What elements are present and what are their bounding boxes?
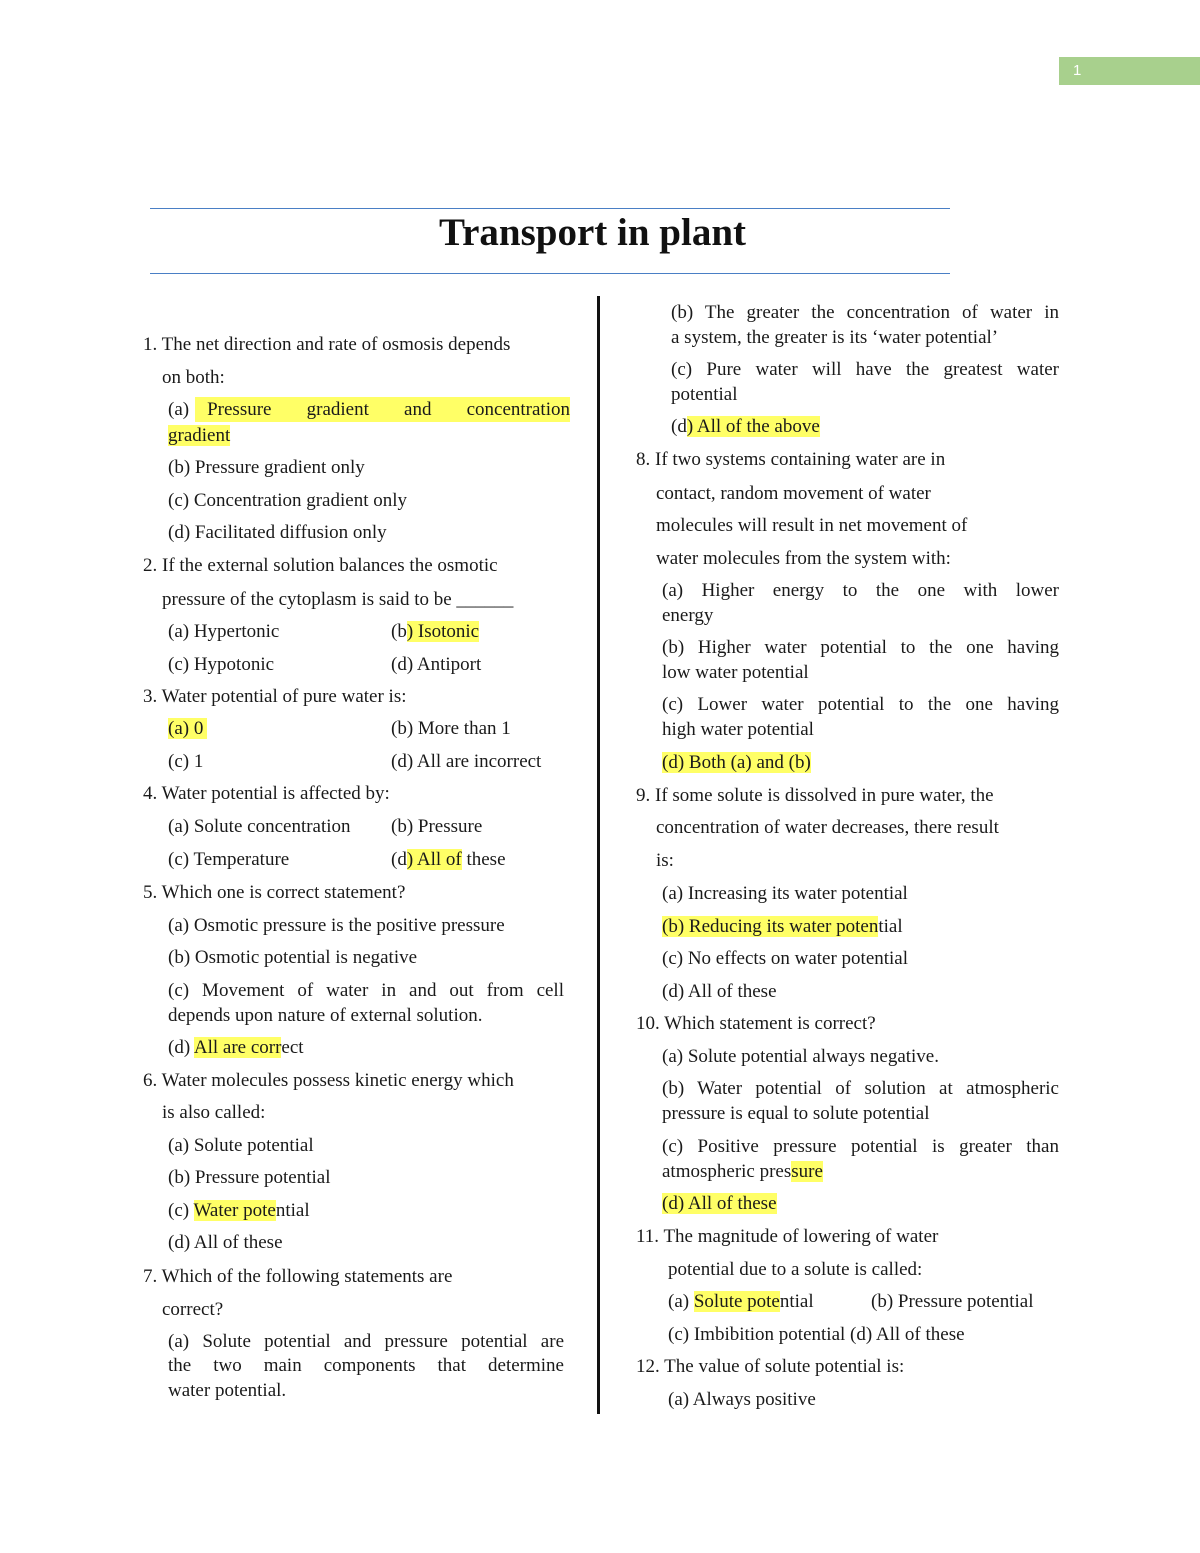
option-5d <box>168 1035 304 1060</box>
question-11-text: 11. The magnitude of lowering of water <box>636 1226 939 1247</box>
question-12-text: 12. The value of solute potential is: <box>636 1356 905 1377</box>
option-7a-cont2: water potential. <box>168 1380 287 1401</box>
option-6c <box>168 1198 310 1223</box>
option-5c: (c) Movement of water in and out from cell <box>168 980 564 1001</box>
answer-highlight-11a: Solute pote <box>693 1291 780 1312</box>
option-4b: (b) Pressure <box>391 816 483 837</box>
option-7a-cont: the two main components that determine <box>168 1355 564 1376</box>
question-8-text-cont3: water molecules from the system with: <box>656 548 951 569</box>
question-8-text-cont: contact, random movement of water <box>656 483 931 504</box>
option-11b: (b) Pressure potential <box>871 1291 1034 1312</box>
question-8-text: 8. If two systems containing water are in <box>636 449 946 470</box>
option-9a: (a) Increasing its water potential <box>662 883 908 904</box>
option-6d: (d) All of these <box>168 1232 283 1253</box>
question-10-text: 10. Which statement is correct? <box>636 1013 876 1034</box>
option-7c: (c) Pure water will have the greatest water <box>671 359 1059 380</box>
question-1-text-cont: on both: <box>162 367 225 388</box>
option-6b: (b) Pressure potential <box>168 1167 331 1188</box>
answer-highlight-1a-cont: gradient <box>168 425 231 446</box>
option-8c: (c) Lower water potential to the one having <box>662 694 1059 715</box>
option-6a: (a) Solute potential <box>168 1135 314 1156</box>
option-4a: (a) Solute concentration <box>168 816 351 837</box>
option-7b-cont: a system, the greater is its ‘water potential’ <box>671 327 999 348</box>
answer-highlight-3a: (a) 0 <box>168 718 207 739</box>
option-2d: (d) Antiport <box>391 654 482 675</box>
option-1b: (b) Pressure gradient only <box>168 457 365 478</box>
question-5-text: 5. Which one is correct statement? <box>143 882 406 903</box>
option-10c-cont-text: atmospheric pres <box>662 1161 792 1182</box>
option-8a-cont: energy <box>662 605 714 626</box>
option-4d-label: (d <box>391 849 407 870</box>
option-11cd: (c) Imbibition potential (d) All of these <box>668 1324 965 1345</box>
option-5c-cont: depends upon nature of external solution. <box>168 1005 483 1026</box>
option-2b-label: (b <box>391 621 407 642</box>
option-4d-tail: these <box>461 849 506 870</box>
option-8a: (a) Higher energy to the one with lower <box>662 580 1059 601</box>
option-10c: (c) Positive pressure potential is greater than <box>662 1136 1059 1157</box>
option-8d <box>662 750 811 775</box>
option-11a-tail: ntial <box>779 1291 814 1312</box>
question-1-text: 1. The net direction and rate of osmosis depends <box>143 334 511 355</box>
answer-highlight-7d: ) All of the above <box>686 416 820 437</box>
answer-highlight-5d: All are corr <box>193 1037 282 1058</box>
option-7d <box>671 414 820 439</box>
option-8b-cont: low water potential <box>662 662 809 683</box>
question-2-text-cont: pressure of the cytoplasm is said to be ______ <box>162 589 514 610</box>
question-2-text: 2. If the external solution balances the osmotic <box>143 555 498 576</box>
question-7-text: 7. Which of the following statements are <box>143 1266 453 1287</box>
option-5d-label: (d) <box>168 1037 194 1058</box>
question-6-text: 6. Water molecules possess kinetic energy which <box>143 1070 514 1091</box>
answer-highlight-1a: Pressure gradient and concentration <box>195 397 570 422</box>
option-9c: (c) No effects on water potential <box>662 948 909 969</box>
question-9-text: 9. If some solute is dissolved in pure water, the <box>636 785 994 806</box>
question-9-text-cont2: is: <box>656 850 674 871</box>
option-7b: (b) The greater the concentration of water in <box>671 302 1059 323</box>
question-11-text-cont: potential due to a solute is called: <box>668 1259 923 1280</box>
title-bottom-rule <box>150 273 950 274</box>
answer-highlight-8d: (d) Both (a) and (b) <box>662 752 811 773</box>
question-3-text: 3. Water potential of pure water is: <box>143 686 407 707</box>
option-4d <box>391 847 506 872</box>
option-8b: (b) Higher water potential to the one having <box>662 637 1059 658</box>
option-3b: (b) More than 1 <box>391 718 511 739</box>
option-9b-tail: tial <box>878 916 903 937</box>
answer-highlight-4d: ) All of <box>406 849 462 870</box>
option-8c-cont: high water potential <box>662 719 814 740</box>
option-7d-label: (d <box>671 416 687 437</box>
question-9-text-cont: concentration of water decreases, there result <box>656 817 999 838</box>
option-1a <box>168 397 570 422</box>
option-5a: (a) Osmotic pressure is the positive pressure <box>168 915 505 936</box>
answer-highlight-6c: Water pote <box>193 1200 276 1221</box>
answer-highlight-2b: ) Isotonic <box>406 621 480 642</box>
option-9d: (d) All of these <box>662 981 777 1002</box>
question-7-text-cont: correct? <box>162 1299 224 1320</box>
option-9b <box>662 914 903 939</box>
option-1d: (d) Facilitated diffusion only <box>168 522 387 543</box>
option-6c-label: (c) <box>168 1200 194 1221</box>
option-3a <box>168 716 207 741</box>
option-1a-label: (a) <box>168 399 190 420</box>
option-11a-label: (a) <box>668 1291 694 1312</box>
option-7c-cont: potential <box>671 384 738 405</box>
option-10b-cont: pressure is equal to solute potential <box>662 1103 930 1124</box>
option-12a: (a) Always positive <box>668 1389 816 1410</box>
option-1a-cont <box>168 423 230 448</box>
option-5b: (b) Osmotic potential is negative <box>168 947 418 968</box>
option-10c-cont <box>662 1159 823 1184</box>
option-11a <box>668 1289 814 1314</box>
option-1c: (c) Concentration gradient only <box>168 490 408 511</box>
question-4-text: 4. Water potential is affected by: <box>143 783 390 804</box>
column-divider <box>597 296 600 1414</box>
option-3c: (c) 1 <box>168 751 204 772</box>
option-10d <box>662 1191 777 1216</box>
option-5d-tail: ect <box>281 1037 304 1058</box>
page-number: 1 <box>1073 62 1082 79</box>
option-3d: (d) All are incorrect <box>391 751 542 772</box>
title-top-rule <box>150 208 950 209</box>
option-7a: (a) Solute potential and pressure potential are <box>168 1331 564 1352</box>
option-10a: (a) Solute potential always negative. <box>662 1046 939 1067</box>
page-number-badge <box>1059 57 1200 85</box>
answer-highlight-10c: sure <box>791 1161 823 1182</box>
page-title: Transport in plant <box>438 211 746 254</box>
option-2c: (c) Hypotonic <box>168 654 275 675</box>
option-6c-tail: ntial <box>275 1200 310 1221</box>
question-8-text-cont2: molecules will result in net movement of <box>656 515 968 536</box>
answer-highlight-10d: (d) All of these <box>662 1193 777 1214</box>
option-4c: (c) Temperature <box>168 849 290 870</box>
option-10b: (b) Water potential of solution at atmospheric <box>662 1078 1059 1099</box>
question-6-text-cont: is also called: <box>162 1102 266 1123</box>
option-2b <box>391 619 479 644</box>
option-2a: (a) Hypertonic <box>168 621 280 642</box>
answer-highlight-9b: (b) Reducing its water poten <box>662 916 879 937</box>
